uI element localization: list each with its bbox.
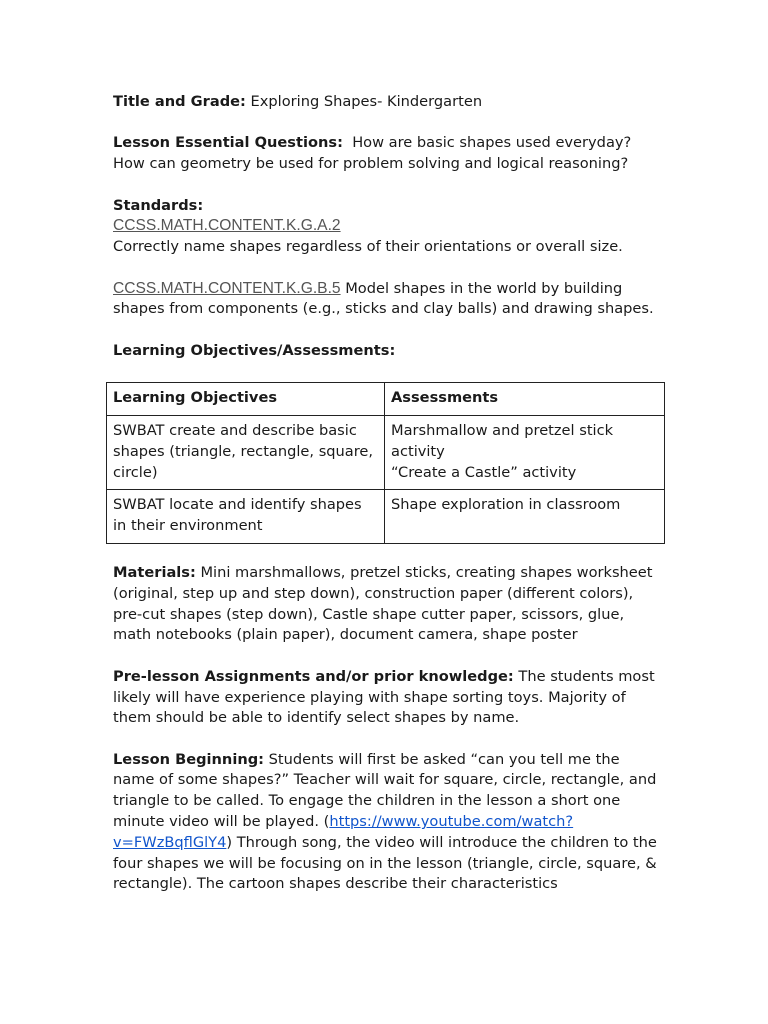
table-row <box>107 415 665 489</box>
table-row <box>107 490 665 544</box>
assessment-cell <box>385 415 665 489</box>
table-header-objectives: Learning Objectives <box>107 383 385 416</box>
standard-code-link[interactable]: CCSS.MATH.CONTENT.K.G.B.5 <box>113 279 341 297</box>
title-grade-label: Title and Grade: <box>113 93 246 110</box>
assessment-item: Marshmallow and pretzel stick activity <box>391 421 614 460</box>
materials-label: Materials: <box>113 563 196 581</box>
table-header-row <box>107 383 665 416</box>
materials-text: Mini marshmallows, pretzel sticks, creating shapes worksheet (original, step up and step down), construction paper (different colors), pre-cut shapes (step down), Castle shape cutter paper, scissors, glue, math notebooks (plain paper), document camera, shape poster <box>113 563 653 644</box>
title-grade-value: Exploring Shapes- Kindergarten <box>250 93 483 110</box>
beginning-text: Students will first be asked “can you tell me the name of some shapes?” Teacher will wait for square, circle, rectangle, and triangle to be called. To engage the children in the lesson a short one minute video will be played. ( <box>113 750 657 831</box>
essential-questions-text: How are basic shapes used everyday? How can geometry be used for problem solving and logical reasoning? <box>113 134 632 173</box>
essential-questions <box>113 133 665 175</box>
standard-2 <box>113 279 665 321</box>
objective-cell: SWBAT create and describe basic shapes (triangle, rectangle, square, circle) <box>107 415 385 489</box>
prelesson-paragraph <box>113 667 665 729</box>
beginning-paragraph <box>113 750 665 896</box>
assessment-item: “Create a Castle” activity <box>391 463 577 481</box>
standard-1 <box>113 216 665 258</box>
video-link[interactable]: https://www.youtube.com/watch?v=FWzBqflGlY4 <box>113 813 574 851</box>
prelesson-label: Pre-lesson Assignments and/or prior knowledge: <box>113 667 514 685</box>
objectives-heading <box>113 341 665 362</box>
standard-text: Model shapes in the world by building shapes from components (e.g., sticks and clay balls) and drawing shapes. <box>113 279 654 318</box>
standard-code-link[interactable]: CCSS.MATH.CONTENT.K.G.A.2 <box>113 217 341 235</box>
materials-paragraph <box>113 563 665 646</box>
objective-cell: SWBAT locate and identify shapes in their environment <box>107 490 385 544</box>
prelesson-text: The students most likely will have experience playing with shape sorting toys. Majority of them should be able to identify select shapes by name. <box>113 667 655 727</box>
assessment-cell: Shape exploration in classroom <box>385 490 665 544</box>
beginning-text-continued: ) Through song, the video will introduce the children to the four shapes we will be focusing on in the lesson (triangle, circle, square, & rectangle). The cartoon shapes describe their characteristics <box>113 833 657 893</box>
objectives-table <box>106 382 665 544</box>
table-header-assessments: Assessments <box>385 383 665 416</box>
title-grade-line <box>113 92 665 113</box>
essential-questions-label: Lesson Essential Questions: <box>113 134 343 152</box>
standards-label: Standards: <box>113 196 204 214</box>
beginning-label: Lesson Beginning: <box>113 750 264 768</box>
lesson-plan <box>113 92 665 916</box>
standard-text: Correctly name shapes regardless of their orientations or overall size. <box>113 238 623 256</box>
objectives-label: Learning Objectives/Assessments: <box>113 341 396 359</box>
standards-heading <box>113 196 665 217</box>
